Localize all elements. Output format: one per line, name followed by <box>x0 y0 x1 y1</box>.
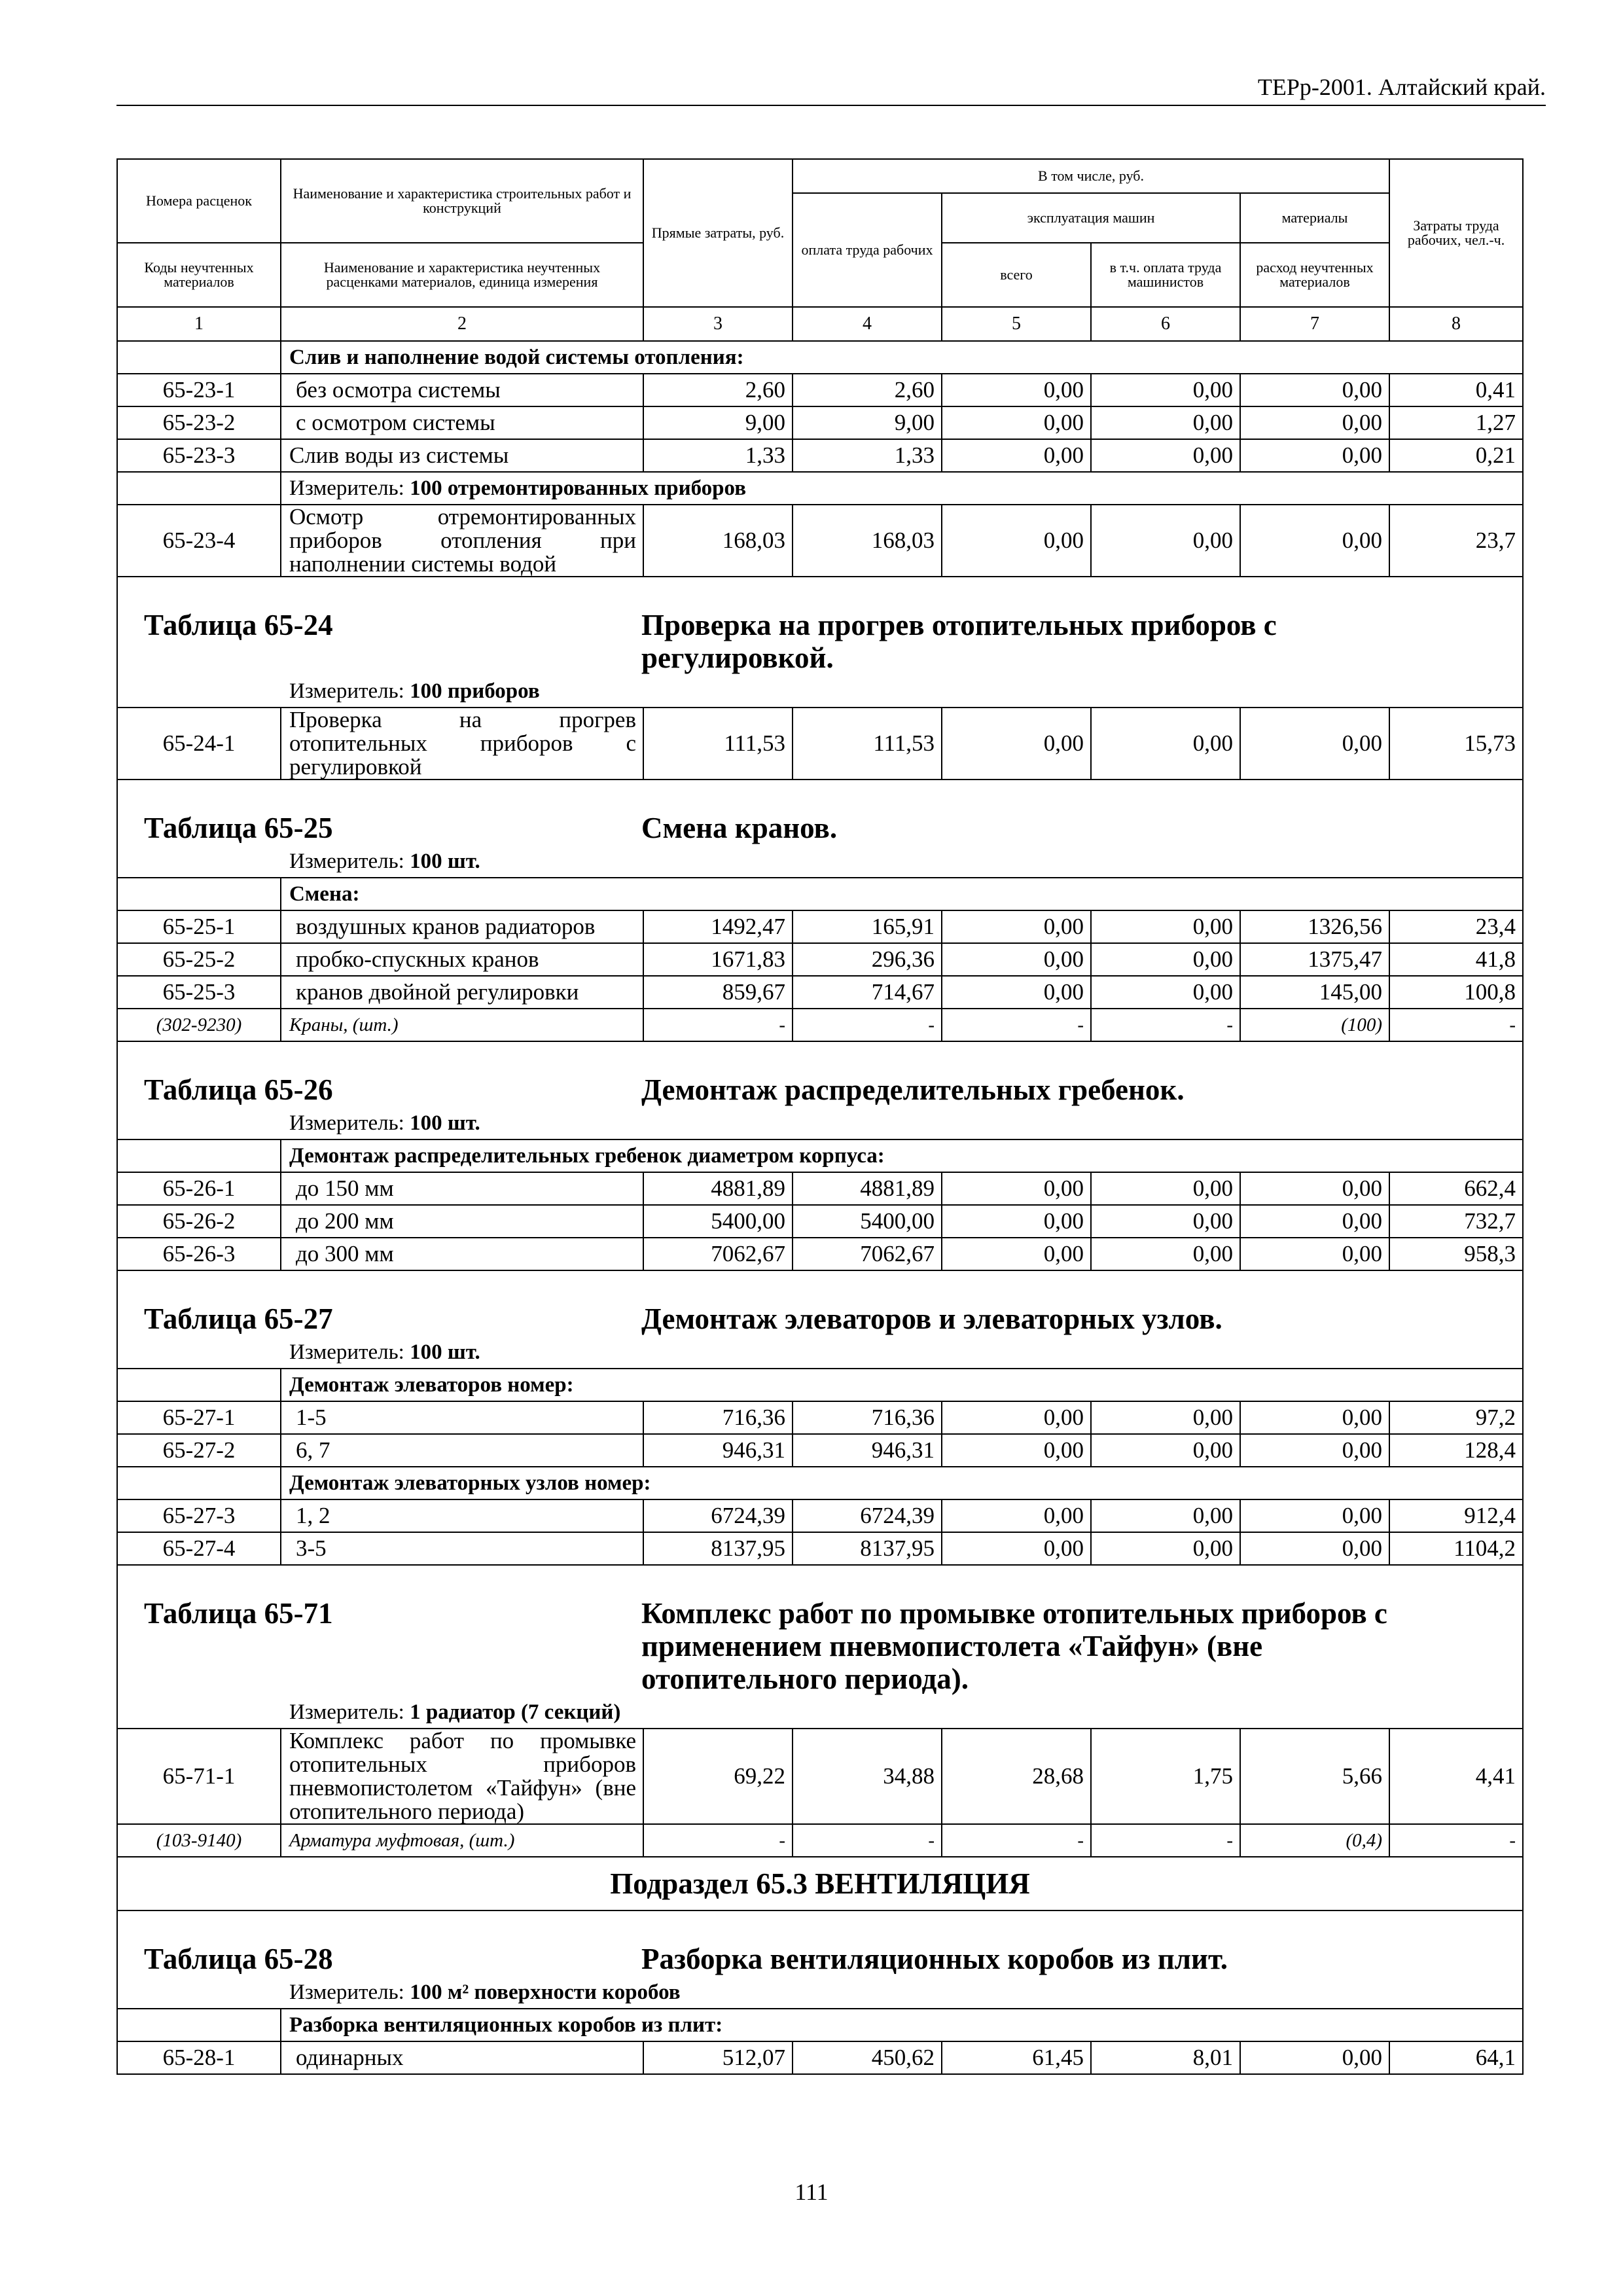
table-row <box>117 505 1523 577</box>
rate-code: 65-25-3 <box>117 976 281 1009</box>
value-cell: 946,31 <box>643 1434 793 1467</box>
col-header-worker-pay: оплата труда рабочих <box>793 193 942 307</box>
measure-line <box>118 847 1522 877</box>
blank-cell <box>117 341 281 374</box>
value-cell: - <box>643 1009 793 1041</box>
blank-cell <box>117 1467 281 1499</box>
value-cell: 8,01 <box>1091 2041 1240 2074</box>
table-number: Таблица 65-26 <box>144 1073 333 1106</box>
value-cell: 0,00 <box>1240 1238 1389 1270</box>
value-cell: 946,31 <box>793 1434 942 1467</box>
measure-value: 100 шт. <box>410 1340 480 1364</box>
col-header-rate-numbers: Номера расценок <box>117 159 281 243</box>
table-title <box>118 780 1522 847</box>
value-cell: 5400,00 <box>793 1205 942 1238</box>
table-row <box>117 1532 1523 1565</box>
value-cell: 7062,67 <box>793 1238 942 1270</box>
value-cell: 1,75 <box>1091 1729 1240 1824</box>
value-cell: 0,00 <box>1240 1532 1389 1565</box>
table-title-row <box>117 1910 1523 2009</box>
table-name: Проверка на прогрев отопительных приборов с регулировкой. <box>641 609 1277 674</box>
measure-line <box>118 1978 1522 2008</box>
rate-code: (302-9230) <box>117 1009 281 1041</box>
value-cell: 0,00 <box>1240 505 1389 577</box>
value-cell: 2,60 <box>793 374 942 406</box>
work-name: с осмотром системы <box>281 406 643 439</box>
table-title-cell <box>117 1270 1523 1369</box>
value-cell: 111,53 <box>793 708 942 780</box>
value-cell: 0,00 <box>1091 505 1240 577</box>
value-cell: 0,00 <box>1091 1238 1240 1270</box>
value-cell: 100,8 <box>1389 976 1523 1009</box>
value-cell: 0,00 <box>942 1238 1091 1270</box>
value-cell: 0,00 <box>942 1532 1091 1565</box>
value-cell: 0,00 <box>1240 439 1389 472</box>
value-cell: 0,00 <box>942 374 1091 406</box>
col-header-material-use: расход неучтенных материалов <box>1240 243 1389 307</box>
value-cell: 28,68 <box>942 1729 1091 1824</box>
column-number: 4 <box>793 307 942 341</box>
col-header-direct-costs: Прямые затраты, руб. <box>643 159 793 307</box>
table-row <box>117 1172 1523 1205</box>
column-number: 2 <box>281 307 643 341</box>
value-cell: 714,67 <box>793 976 942 1009</box>
rate-code: 65-25-1 <box>117 910 281 943</box>
table-title-row <box>117 1041 1523 1139</box>
rate-code: 65-23-3 <box>117 439 281 472</box>
value-cell: 128,4 <box>1389 1434 1523 1467</box>
work-name: Комплекс работ по промывке отопительных приборов пневмопистолетом «Тайфун» (вне отопительного периода) <box>281 1729 643 1824</box>
value-cell: - <box>643 1824 793 1857</box>
value-cell: 1492,47 <box>643 910 793 943</box>
value-cell: 0,00 <box>1091 1172 1240 1205</box>
value-cell: - <box>793 1824 942 1857</box>
header-rule <box>116 105 1546 106</box>
value-cell: - <box>942 1824 1091 1857</box>
value-cell: 0,00 <box>1240 374 1389 406</box>
work-name: без осмотра системы <box>281 374 643 406</box>
rate-table <box>116 158 1524 2075</box>
measure-line <box>118 677 1522 707</box>
table-row <box>117 1499 1523 1532</box>
measure-row <box>117 472 1523 505</box>
work-name: Краны, (шт.) <box>281 1009 643 1041</box>
rate-code: 65-27-2 <box>117 1434 281 1467</box>
rate-code: 65-26-1 <box>117 1172 281 1205</box>
value-cell: 168,03 <box>793 505 942 577</box>
measure-label: Измеритель: <box>289 1981 404 2004</box>
col-header-machinist-pay: в т.ч. оплата труда машинистов <box>1091 243 1240 307</box>
table-row <box>117 1238 1523 1270</box>
group-heading: Слив и наполнение водой системы отопления: <box>281 341 1523 374</box>
work-name: 1-5 <box>281 1401 643 1434</box>
table-title-row <box>117 1270 1523 1369</box>
work-name: 6, 7 <box>281 1434 643 1467</box>
column-numbers-row <box>117 307 1523 341</box>
value-cell: 4881,89 <box>793 1172 942 1205</box>
group-heading-row <box>117 341 1523 374</box>
group-heading: Разборка вентиляционных коробов из плит: <box>281 2009 1523 2041</box>
table-row <box>117 1401 1523 1434</box>
measure-value: 100 приборов <box>410 679 540 703</box>
value-cell: 0,00 <box>1091 1434 1240 1467</box>
col-header-including: В том числе, руб. <box>793 159 1389 193</box>
table-number: Таблица 65-24 <box>144 609 333 641</box>
rate-code: 65-71-1 <box>117 1729 281 1824</box>
value-cell: 0,00 <box>1240 1401 1389 1434</box>
value-cell: 1,33 <box>643 439 793 472</box>
table-row <box>117 406 1523 439</box>
value-cell: 732,7 <box>1389 1205 1523 1238</box>
value-cell: 15,73 <box>1389 708 1523 780</box>
table-title <box>118 1042 1522 1109</box>
measure-value: 100 отремонтированных приборов <box>410 476 747 500</box>
group-heading-row <box>117 1139 1523 1172</box>
table-number: Таблица 65-28 <box>144 1943 333 1975</box>
value-cell: 2,60 <box>643 374 793 406</box>
table-title-row <box>117 1565 1523 1729</box>
rate-code: 65-26-2 <box>117 1205 281 1238</box>
value-cell: 97,2 <box>1389 1401 1523 1434</box>
work-name: до 150 мм <box>281 1172 643 1205</box>
work-name: 1, 2 <box>281 1499 643 1532</box>
rate-table-container <box>116 158 1522 2075</box>
value-cell: 0,00 <box>1240 1499 1389 1532</box>
table-title-cell <box>117 1910 1523 2009</box>
value-cell: 111,53 <box>643 708 793 780</box>
value-cell: 0,00 <box>942 1401 1091 1434</box>
col-header-materials: материалы <box>1240 193 1389 243</box>
table-title <box>118 1271 1522 1338</box>
value-cell: 0,00 <box>942 976 1091 1009</box>
value-cell: 6724,39 <box>643 1499 793 1532</box>
value-cell: 0,00 <box>942 943 1091 976</box>
blank-cell <box>117 472 281 505</box>
value-cell: 5400,00 <box>643 1205 793 1238</box>
table-row <box>117 943 1523 976</box>
value-cell: 0,21 <box>1389 439 1523 472</box>
value-cell: 0,00 <box>942 406 1091 439</box>
column-number: 3 <box>643 307 793 341</box>
measure-value: 100 шт. <box>410 1111 480 1135</box>
table-title <box>118 1566 1522 1698</box>
column-number: 5 <box>942 307 1091 341</box>
value-cell: 168,03 <box>643 505 793 577</box>
blank-cell <box>117 878 281 910</box>
blank-cell <box>117 1369 281 1401</box>
value-cell: 23,4 <box>1389 910 1523 943</box>
measure-line <box>118 1698 1522 1728</box>
table-name: Смена кранов. <box>641 812 838 844</box>
value-cell: (0,4) <box>1240 1824 1389 1857</box>
value-cell: 1104,2 <box>1389 1532 1523 1565</box>
value-cell: 0,00 <box>1091 439 1240 472</box>
rate-code: 65-27-1 <box>117 1401 281 1434</box>
work-name: до 200 мм <box>281 1205 643 1238</box>
value-cell: 34,88 <box>793 1729 942 1824</box>
value-cell: 0,00 <box>942 439 1091 472</box>
rate-code: 65-27-4 <box>117 1532 281 1565</box>
value-cell: 69,22 <box>643 1729 793 1824</box>
value-cell: 0,00 <box>1240 1172 1389 1205</box>
measure-label: Измеритель: <box>289 850 404 873</box>
work-name: Проверка на прогрев отопительных приборов с регулировкой <box>281 708 643 780</box>
value-cell: 9,00 <box>643 406 793 439</box>
value-cell: 0,00 <box>1240 1434 1389 1467</box>
value-cell: 145,00 <box>1240 976 1389 1009</box>
measure-cell <box>281 472 1523 505</box>
value-cell: 0,00 <box>942 708 1091 780</box>
value-cell: 0,00 <box>1091 406 1240 439</box>
value-cell: 0,00 <box>1240 2041 1389 2074</box>
value-cell: 0,00 <box>942 1499 1091 1532</box>
col-header-material-codes: Коды неучтенных материалов <box>117 243 281 307</box>
value-cell: 6724,39 <box>793 1499 942 1532</box>
work-name: воздушных кранов радиаторов <box>281 910 643 943</box>
value-cell: 716,36 <box>793 1401 942 1434</box>
column-number: 8 <box>1389 307 1523 341</box>
work-name: Осмотр отремонтированных приборов отопления при наполнении системы водой <box>281 505 643 577</box>
value-cell: 0,00 <box>1091 1205 1240 1238</box>
col-header-material-name: Наименование и характеристика неучтенных расценками материалов, единица измерения <box>281 243 643 307</box>
measure-label: Измеритель: <box>289 1111 404 1135</box>
value-cell: 0,00 <box>1240 1205 1389 1238</box>
value-cell: 662,4 <box>1389 1172 1523 1205</box>
table-row <box>117 1729 1523 1824</box>
value-cell: 0,00 <box>1091 976 1240 1009</box>
value-cell: 1,27 <box>1389 406 1523 439</box>
material-row <box>117 1824 1523 1857</box>
value-cell: - <box>1389 1009 1523 1041</box>
table-title-cell <box>117 577 1523 708</box>
rate-code: 65-27-3 <box>117 1499 281 1532</box>
value-cell: 1375,47 <box>1240 943 1389 976</box>
rate-code: 65-23-1 <box>117 374 281 406</box>
value-cell: 1326,56 <box>1240 910 1389 943</box>
table-title-row <box>117 577 1523 708</box>
group-heading-row <box>117 2009 1523 2041</box>
value-cell: 8137,95 <box>793 1532 942 1565</box>
value-cell: 23,7 <box>1389 505 1523 577</box>
value-cell: 0,00 <box>1240 406 1389 439</box>
group-heading-row <box>117 1467 1523 1499</box>
table-head <box>117 159 1523 341</box>
table-title <box>118 577 1522 677</box>
value-cell: 5,66 <box>1240 1729 1389 1824</box>
measure-label: Измеритель: <box>289 679 404 703</box>
value-cell: 296,36 <box>793 943 942 976</box>
column-number: 6 <box>1091 307 1240 341</box>
table-name: Разборка вентиляционных коробов из плит. <box>641 1943 1228 1975</box>
value-cell: 0,00 <box>1091 1499 1240 1532</box>
measure-label: Измеритель: <box>289 1340 404 1364</box>
value-cell: 4,41 <box>1389 1729 1523 1824</box>
table-row <box>117 976 1523 1009</box>
rate-code: 65-23-2 <box>117 406 281 439</box>
group-heading: Демонтаж элеваторов номер: <box>281 1369 1523 1401</box>
rate-code: 65-23-4 <box>117 505 281 577</box>
value-cell: 0,00 <box>942 910 1091 943</box>
work-name: Арматура муфтовая, (шт.) <box>281 1824 643 1857</box>
group-heading: Демонтаж элеваторных узлов номер: <box>281 1467 1523 1499</box>
col-header-machines: эксплуатация машин <box>942 193 1240 243</box>
measure-value: 100 шт. <box>410 850 480 873</box>
rate-code: (103-9140) <box>117 1824 281 1857</box>
subsection-title: Подраздел 65.3 ВЕНТИЛЯЦИЯ <box>117 1857 1523 1910</box>
table-title-cell <box>117 1565 1523 1729</box>
measure-value: 1 радиатор (7 секций) <box>410 1700 621 1724</box>
value-cell: 716,36 <box>643 1401 793 1434</box>
work-name: пробко-спускных кранов <box>281 943 643 976</box>
value-cell: 0,00 <box>1240 708 1389 780</box>
table-row <box>117 374 1523 406</box>
measure-label: Измеритель: <box>289 1700 404 1724</box>
blank-cell <box>117 1139 281 1172</box>
work-name: 3-5 <box>281 1532 643 1565</box>
value-cell: 512,07 <box>643 2041 793 2074</box>
value-cell: 64,1 <box>1389 2041 1523 2074</box>
table-name: Демонтаж элеваторов и элеваторных узлов. <box>641 1302 1222 1335</box>
work-name: одинарных <box>281 2041 643 2074</box>
col-header-work-name: Наименование и характеристика строительных работ и конструкций <box>281 159 643 243</box>
value-cell: - <box>1091 1824 1240 1857</box>
work-name: кранов двойной регулировки <box>281 976 643 1009</box>
value-cell: 0,00 <box>1091 910 1240 943</box>
table-row <box>117 910 1523 943</box>
value-cell: 0,00 <box>942 1434 1091 1467</box>
work-name: Слив воды из системы <box>281 439 643 472</box>
table-number: Таблица 65-27 <box>144 1302 333 1335</box>
table-number: Таблица 65-71 <box>144 1597 333 1630</box>
measure-line <box>118 1109 1522 1139</box>
value-cell: 0,00 <box>942 505 1091 577</box>
material-row <box>117 1009 1523 1041</box>
column-number: 1 <box>117 307 281 341</box>
value-cell: 4881,89 <box>643 1172 793 1205</box>
col-header-machines-total: всего <box>942 243 1091 307</box>
rate-code: 65-28-1 <box>117 2041 281 2074</box>
value-cell: 0,00 <box>1091 943 1240 976</box>
group-heading: Смена: <box>281 878 1523 910</box>
value-cell: 859,67 <box>643 976 793 1009</box>
group-heading-row <box>117 878 1523 910</box>
table-title-cell <box>117 1041 1523 1139</box>
page-number: 111 <box>794 2179 829 2205</box>
rate-code: 65-26-3 <box>117 1238 281 1270</box>
rate-code: 65-25-2 <box>117 943 281 976</box>
value-cell: 7062,67 <box>643 1238 793 1270</box>
table-row <box>117 1434 1523 1467</box>
value-cell: 0,00 <box>942 1205 1091 1238</box>
value-cell: 450,62 <box>793 2041 942 2074</box>
value-cell: - <box>793 1009 942 1041</box>
table-row <box>117 708 1523 780</box>
value-cell: 958,3 <box>1389 1238 1523 1270</box>
value-cell: 8137,95 <box>643 1532 793 1565</box>
blank-cell <box>117 2009 281 2041</box>
value-cell: 41,8 <box>1389 943 1523 976</box>
value-cell: - <box>1091 1009 1240 1041</box>
running-header: ТЕРр-2001. Алтайский край. <box>1257 74 1546 100</box>
column-number: 7 <box>1240 307 1389 341</box>
measure-line <box>118 1338 1522 1368</box>
value-cell: 9,00 <box>793 406 942 439</box>
value-cell: 912,4 <box>1389 1499 1523 1532</box>
table-row <box>117 2041 1523 2074</box>
value-cell: 165,91 <box>793 910 942 943</box>
value-cell: 1671,83 <box>643 943 793 976</box>
subsection-row <box>117 1857 1523 1910</box>
table-title-cell <box>117 780 1523 878</box>
value-cell: 0,00 <box>1091 708 1240 780</box>
col-header-labor: Затраты труда рабочих, чел.-ч. <box>1389 159 1523 307</box>
measure-label: Измеритель: <box>289 476 404 500</box>
table-title <box>118 1911 1522 1978</box>
table-name: Комплекс работ по промывке отопительных приборов с применением пневмопистолета «Тайфун» (вне отопительного периода). <box>641 1597 1387 1695</box>
group-heading-row <box>117 1369 1523 1401</box>
table-row <box>117 1205 1523 1238</box>
table-row <box>117 439 1523 472</box>
value-cell: 0,00 <box>1091 374 1240 406</box>
table-title-row <box>117 780 1523 878</box>
value-cell: (100) <box>1240 1009 1389 1041</box>
group-heading: Демонтаж распределительных гребенок диаметром корпуса: <box>281 1139 1523 1172</box>
value-cell: 0,00 <box>1091 1532 1240 1565</box>
value-cell: 1,33 <box>793 439 942 472</box>
value-cell: - <box>942 1009 1091 1041</box>
value-cell: 0,41 <box>1389 374 1523 406</box>
value-cell: 0,00 <box>942 1172 1091 1205</box>
rate-code: 65-24-1 <box>117 708 281 780</box>
table-number: Таблица 65-25 <box>144 812 333 844</box>
work-name: до 300 мм <box>281 1238 643 1270</box>
value-cell: 0,00 <box>1091 1401 1240 1434</box>
measure-value: 100 м² поверхности коробов <box>410 1981 681 2004</box>
table-body <box>117 341 1523 2074</box>
table-name: Демонтаж распределительных гребенок. <box>641 1073 1185 1106</box>
value-cell: - <box>1389 1824 1523 1857</box>
value-cell: 61,45 <box>942 2041 1091 2074</box>
